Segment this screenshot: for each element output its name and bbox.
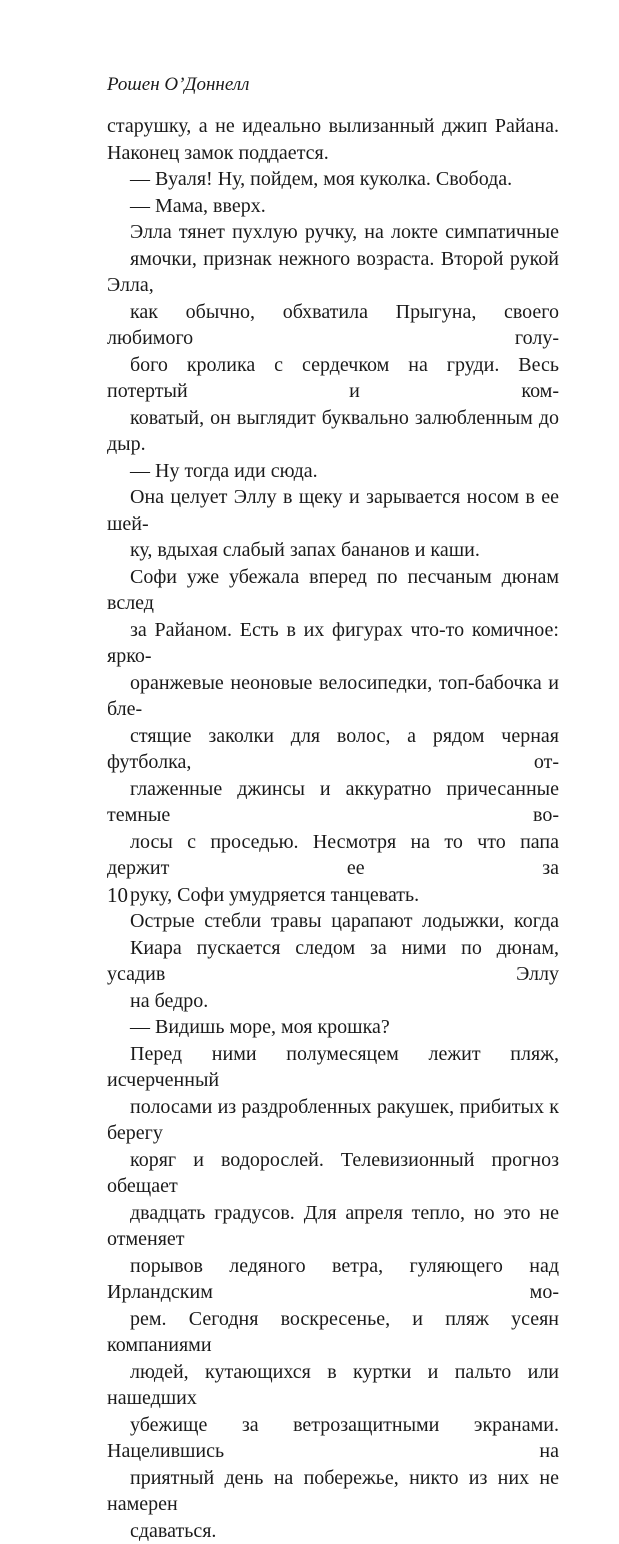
text-line: Перед ними полумесяцем лежит пляж, исчерченный	[107, 1041, 559, 1094]
text-line: двадцать градусов. Для апреля тепло, но это не отменяет	[107, 1200, 559, 1253]
text-line: Наконец замок поддается.	[107, 140, 559, 167]
text-line: руку, Софи умудряется танцевать.	[107, 882, 559, 909]
text-line: на бедро.	[107, 988, 559, 1015]
paragraph	[107, 113, 559, 166]
text-line: ямочки, признак нежного возраста. Второй рукой Элла,	[107, 246, 559, 299]
text-line: полосами из раздробленных ракушек, прибитых к берегу	[107, 1094, 559, 1147]
text-line: убежище за ветрозащитными экранами. Нацелившись на	[107, 1412, 559, 1465]
text-line: рем. Сегодня воскресенье, и пляж усеян компаниями	[107, 1306, 559, 1359]
text-line: сдаваться.	[107, 1518, 559, 1544]
running-head-author: Рошен О’Доннелл	[107, 73, 249, 97]
text-line: старушку, а не идеально вылизанный джип Райана.	[107, 113, 559, 140]
text-line: — Видишь море, моя крошка?	[107, 1014, 559, 1041]
paragraph	[107, 166, 559, 193]
text-line: коватый, он выглядит буквально залюбленным до дыр.	[107, 405, 559, 458]
text-line: как обычно, обхватила Прыгуна, своего любимого голу-	[107, 299, 559, 352]
paragraph	[107, 564, 559, 909]
text-line: приятный день на побережье, никто из них не намерен	[107, 1465, 559, 1518]
text-line: ку, вдыхая слабый запах бананов и каши.	[107, 537, 559, 564]
text-line: — Ну тогда иди сюда.	[107, 458, 559, 485]
paragraph	[107, 484, 559, 564]
text-line: Элла тянет пухлую ручку, на локте симпатичные	[107, 219, 559, 246]
paragraph	[107, 1014, 559, 1041]
text-line: — Мама, вверх.	[107, 193, 559, 220]
text-line: бого кролика с сердечком на груди. Весь потертый и ком-	[107, 352, 559, 405]
text-line: глаженные джинсы и аккуратно причесанные темные во-	[107, 776, 559, 829]
text-line: — Вуаля! Ну, пойдем, моя куколка. Свобода.	[107, 166, 559, 193]
paragraph	[107, 458, 559, 485]
paragraph	[107, 219, 559, 458]
text-line: за Райаном. Есть в их фигурах что-то комичное: ярко-	[107, 617, 559, 670]
text-line: оранжевые неоновые велосипедки, топ-бабочка и бле-	[107, 670, 559, 723]
page-number: 10	[107, 882, 128, 908]
text-line: Софи уже убежала вперед по песчаным дюнам вслед	[107, 564, 559, 617]
text-line: лосы с проседью. Несмотря на то что папа держит ее за	[107, 829, 559, 882]
text-line: Она целует Эллу в щеку и зарывается носом в ее шей-	[107, 484, 559, 537]
text-line: Киара пускается следом за ними по дюнам, усадив Эллу	[107, 935, 559, 988]
text-line: людей, кутающихся в куртки и пальто или нашедших	[107, 1359, 559, 1412]
text-line: стящие заколки для волос, а рядом черная футболка, от-	[107, 723, 559, 776]
paragraph	[107, 1041, 559, 1544]
body-text	[107, 113, 559, 1544]
paragraph	[107, 908, 559, 1014]
paragraph	[107, 193, 559, 220]
text-line: Острые стебли травы царапают лодыжки, когда	[107, 908, 559, 935]
text-line: порывов ледяного ветра, гуляющего над Ирландским мо-	[107, 1253, 559, 1306]
text-line: коряг и водорослей. Телевизионный прогноз обещает	[107, 1147, 559, 1200]
